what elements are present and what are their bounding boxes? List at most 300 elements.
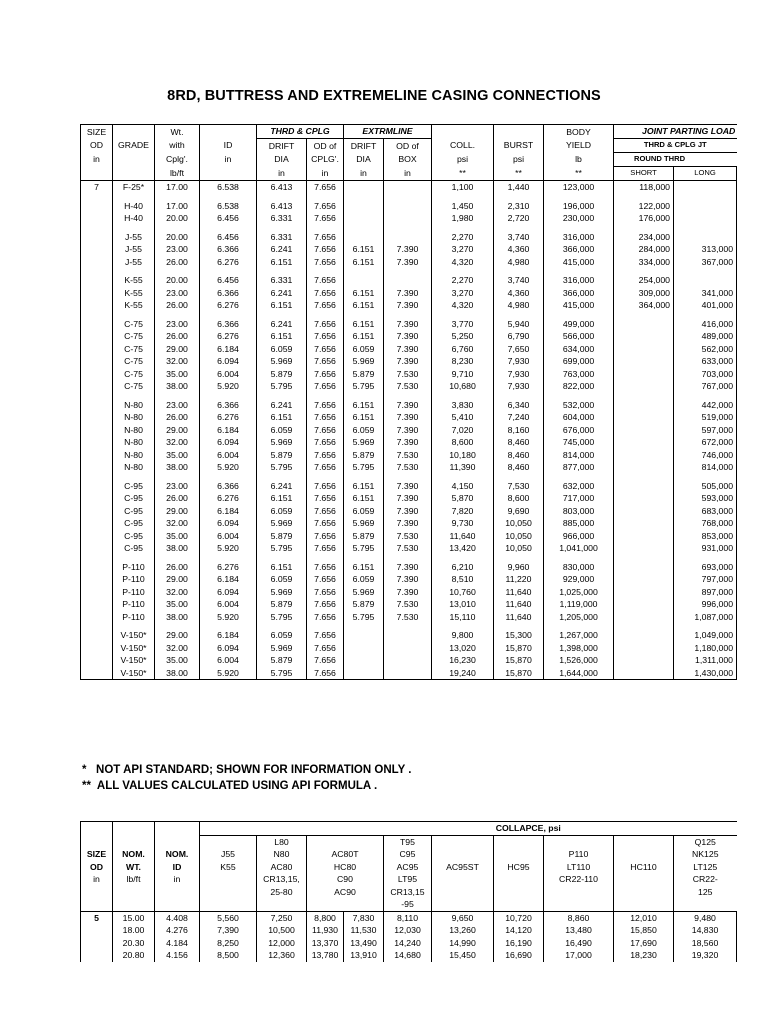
table-cell: 7.656 — [307, 611, 344, 624]
table-cell: 7.390 — [384, 256, 432, 269]
table-row — [81, 424, 737, 437]
table-cell: 7.390 — [384, 343, 432, 356]
header-drift: DRIFT — [257, 139, 307, 153]
table-cell: 4,360 — [494, 287, 544, 300]
table-cell: 6.094 — [200, 436, 257, 449]
table-cell: 6.331 — [257, 212, 307, 225]
table-cell: 20.00 — [155, 274, 200, 287]
table-cell: J-55 — [113, 256, 155, 269]
table-cell: 6.151 — [257, 561, 307, 574]
table-cell: 6.366 — [200, 480, 257, 493]
table-cell: 14,990 — [432, 937, 494, 950]
table-row — [81, 287, 737, 300]
table-cell: C-75 — [113, 318, 155, 331]
table-cell: 877,000 — [544, 461, 614, 474]
table-cell: 26.00 — [155, 256, 200, 269]
table-cell: 23.00 — [155, 243, 200, 256]
table-cell: 6.276 — [200, 411, 257, 424]
table-cell: K-55 — [113, 287, 155, 300]
table-cell: 5.795 — [257, 380, 307, 393]
footnote-not-api: * NOT API STANDARD; SHOWN FOR INFORMATION ONLY . — [82, 764, 412, 776]
table-cell: P-110 — [113, 561, 155, 574]
table-cell — [614, 492, 674, 505]
table-cell: 604,000 — [544, 411, 614, 424]
t2-header-nom-id: NOM. — [155, 848, 200, 861]
table-cell: 7,390 — [200, 924, 257, 937]
table-cell: 7.656 — [307, 642, 344, 655]
table-cell: 230,000 — [544, 212, 614, 225]
table-cell: 8,510 — [432, 573, 494, 586]
table-cell: 7,530 — [494, 480, 544, 493]
table-cell: 7.656 — [307, 368, 344, 381]
header-extrmline: EXTRMLINE — [344, 125, 432, 139]
table-cell: 7.656 — [307, 517, 344, 530]
table-cell: 6.151 — [257, 299, 307, 312]
table-cell: P-110 — [113, 573, 155, 586]
table-cell: 6.059 — [344, 505, 384, 518]
table-row — [81, 654, 737, 667]
table-cell: 885,000 — [544, 517, 614, 530]
table-cell: 7.530 — [384, 530, 432, 543]
table-cell: K-55 — [113, 299, 155, 312]
table-cell: 316,000 — [544, 274, 614, 287]
table-cell: 20.00 — [155, 231, 200, 244]
table-cell: 6.184 — [200, 505, 257, 518]
table-row — [81, 330, 737, 343]
table-cell: 597,000 — [674, 424, 737, 437]
header-joint-parting: JOINT PARTING LOAD — [614, 125, 737, 139]
table-cell: 5.879 — [344, 368, 384, 381]
table-cell: 6.004 — [200, 530, 257, 543]
table-cell: 763,000 — [544, 368, 614, 381]
table-cell: 12,360 — [257, 949, 307, 962]
table-cell — [674, 231, 737, 244]
table-cell: 6.413 — [257, 200, 307, 213]
table-cell: 309,000 — [614, 287, 674, 300]
table-cell: 16,690 — [494, 949, 544, 962]
table-row — [81, 598, 737, 611]
table-cell: 26.00 — [155, 492, 200, 505]
table-cell: 8,800 — [307, 911, 344, 924]
table-cell: 7.656 — [307, 561, 344, 574]
table-cell — [614, 399, 674, 412]
table-cell: 11,640 — [432, 530, 494, 543]
table-cell: 7.656 — [307, 287, 344, 300]
table-row — [81, 318, 737, 331]
table-cell: 14,240 — [384, 937, 432, 950]
table-cell: 1,430,000 — [674, 667, 737, 680]
table-cell: 632,000 — [544, 480, 614, 493]
table-cell: 7.656 — [307, 330, 344, 343]
header-long: LONG — [674, 167, 737, 181]
table-cell: 1,440 — [494, 181, 544, 194]
table-cell: 18,560 — [674, 937, 737, 950]
table-cell — [344, 200, 384, 213]
table-cell: 15,870 — [494, 654, 544, 667]
table-cell: 562,000 — [674, 343, 737, 356]
table-cell: 8,860 — [544, 911, 614, 924]
table-cell: 803,000 — [544, 505, 614, 518]
table-cell: 6.366 — [200, 287, 257, 300]
table-cell: 1,644,000 — [544, 667, 614, 680]
table-cell: 499,000 — [544, 318, 614, 331]
table-cell: 442,000 — [674, 399, 737, 412]
table-cell: 6.151 — [257, 256, 307, 269]
table-cell: 366,000 — [544, 243, 614, 256]
table-row — [81, 611, 737, 624]
table-cell: 5.795 — [257, 542, 307, 555]
table-cell — [344, 654, 384, 667]
table-cell — [344, 667, 384, 680]
t2-header-j55: J55 — [200, 848, 257, 861]
table-cell — [614, 343, 674, 356]
table-cell: 7.530 — [384, 611, 432, 624]
table-cell: 6.059 — [257, 573, 307, 586]
table-cell: 5.969 — [257, 436, 307, 449]
table-cell: 15,300 — [494, 629, 544, 642]
table-cell: 16,190 — [494, 937, 544, 950]
table-cell: 5.879 — [344, 598, 384, 611]
table-cell: 20.30 — [113, 937, 155, 950]
header-burst: BURST — [494, 139, 544, 153]
table-cell: 1,025,000 — [544, 586, 614, 599]
table-cell — [384, 231, 432, 244]
table-cell: 7.656 — [307, 299, 344, 312]
table-cell: 11,930 — [307, 924, 344, 937]
table-cell — [614, 480, 674, 493]
table-cell: 35.00 — [155, 654, 200, 667]
table-cell: 7.656 — [307, 274, 344, 287]
table-cell: 7.656 — [307, 318, 344, 331]
table-cell: 7,240 — [494, 411, 544, 424]
table-cell: J-55 — [113, 243, 155, 256]
table-row — [81, 181, 737, 194]
table-row — [81, 924, 737, 937]
table-cell: 6.004 — [200, 654, 257, 667]
table-cell: 7.390 — [384, 424, 432, 437]
table-cell: 6.059 — [257, 343, 307, 356]
table-cell: 6.151 — [344, 399, 384, 412]
table-cell: 13,010 — [432, 598, 494, 611]
table-row — [81, 911, 737, 924]
table-cell: 1,450 — [432, 200, 494, 213]
table-cell: 814,000 — [544, 449, 614, 462]
header-thrd-cplg-jt: THRD & CPLG JT — [614, 139, 737, 153]
table-cell: 7.530 — [384, 461, 432, 474]
table-row — [81, 343, 737, 356]
table-cell: V-150* — [113, 654, 155, 667]
table-cell: 9,480 — [674, 911, 737, 924]
table-cell: 15,110 — [432, 611, 494, 624]
table-cell: 7.390 — [384, 573, 432, 586]
table-cell: 5.879 — [257, 368, 307, 381]
table-cell: 7,020 — [432, 424, 494, 437]
table-cell: 5.969 — [257, 586, 307, 599]
table-cell: 853,000 — [674, 530, 737, 543]
table-row — [81, 542, 737, 555]
table-cell: 11,530 — [344, 924, 384, 937]
table-cell: 6.413 — [257, 181, 307, 194]
table-cell: 6.331 — [257, 274, 307, 287]
table-cell: 3,270 — [432, 243, 494, 256]
table-cell: 931,000 — [674, 542, 737, 555]
table-cell: 7.390 — [384, 355, 432, 368]
table-cell: 7.390 — [384, 299, 432, 312]
table-cell: 7,250 — [257, 911, 307, 924]
table-cell: 15,450 — [432, 949, 494, 962]
table-row — [81, 937, 737, 950]
table-cell: 23.00 — [155, 399, 200, 412]
table-cell: 519,000 — [674, 411, 737, 424]
table-cell: 5.920 — [200, 667, 257, 680]
table-cell: 6.094 — [200, 586, 257, 599]
table-cell: 767,000 — [674, 380, 737, 393]
table-cell: N-80 — [113, 411, 155, 424]
table-cell: N-80 — [113, 399, 155, 412]
table-cell — [344, 212, 384, 225]
table-cell: 13,910 — [344, 949, 384, 962]
table-cell: 2,720 — [494, 212, 544, 225]
table-cell: 1,205,000 — [544, 611, 614, 624]
table-cell — [384, 642, 432, 655]
table-cell: 1,311,000 — [674, 654, 737, 667]
table-cell: 7.656 — [307, 181, 344, 194]
table-cell: 7.656 — [307, 629, 344, 642]
table-cell: 6.059 — [344, 343, 384, 356]
table-cell: 5.795 — [344, 461, 384, 474]
header-wt: Wt. — [155, 125, 200, 139]
table-cell: N-80 — [113, 436, 155, 449]
table-cell: 122,000 — [614, 200, 674, 213]
table-cell — [614, 542, 674, 555]
size-value: 7 — [81, 181, 113, 194]
table-cell: 366,000 — [544, 287, 614, 300]
table-cell — [384, 181, 432, 194]
table-cell — [384, 667, 432, 680]
table-cell: 4,980 — [494, 299, 544, 312]
table-cell — [614, 598, 674, 611]
table-cell: 6.151 — [257, 411, 307, 424]
table-cell: P-110 — [113, 611, 155, 624]
table-cell: P-110 — [113, 598, 155, 611]
table-cell: 7.656 — [307, 436, 344, 449]
table-cell: 6.151 — [344, 330, 384, 343]
table-cell: 797,000 — [674, 573, 737, 586]
table-cell: 20.00 — [155, 212, 200, 225]
table-cell: 8,160 — [494, 424, 544, 437]
table-cell: 8,500 — [200, 949, 257, 962]
t2-header-nom-wt: NOM. — [113, 848, 155, 861]
table-cell: 10,050 — [494, 542, 544, 555]
table-cell — [614, 424, 674, 437]
table-cell: 5.920 — [200, 461, 257, 474]
table-cell — [614, 517, 674, 530]
table-cell: 6.276 — [200, 330, 257, 343]
table-cell: V-150* — [113, 629, 155, 642]
table-cell: 1,100 — [432, 181, 494, 194]
table-cell: 6.151 — [344, 480, 384, 493]
header-short: SHORT — [614, 167, 674, 181]
table-cell: C-95 — [113, 480, 155, 493]
table-cell — [344, 629, 384, 642]
header-drift-ext: DRIFT — [344, 139, 384, 153]
table-cell: 10,050 — [494, 530, 544, 543]
table-cell: 29.00 — [155, 424, 200, 437]
table-cell: 6.241 — [257, 243, 307, 256]
table-cell: 7.390 — [384, 586, 432, 599]
table-cell: 7.390 — [384, 318, 432, 331]
table-cell: 10,680 — [432, 380, 494, 393]
table-cell: 38.00 — [155, 667, 200, 680]
table-cell: C-95 — [113, 542, 155, 555]
header-grade: GRADE — [113, 139, 155, 153]
table-cell: 401,000 — [674, 299, 737, 312]
table-cell: 17.00 — [155, 181, 200, 194]
table-row — [81, 449, 737, 462]
table-cell: C-75 — [113, 330, 155, 343]
header-coll: COLL. — [432, 139, 494, 153]
table-cell: 313,000 — [674, 243, 737, 256]
table-cell: 12,010 — [614, 911, 674, 924]
table-cell: 5.795 — [344, 611, 384, 624]
table-cell: 26.00 — [155, 330, 200, 343]
table-row — [81, 642, 737, 655]
table-cell: 6.276 — [200, 299, 257, 312]
table-cell — [614, 611, 674, 624]
table-cell: 6.059 — [257, 424, 307, 437]
table-cell: 13,260 — [432, 924, 494, 937]
table-row — [81, 492, 737, 505]
table-cell: 12,000 — [257, 937, 307, 950]
table-cell: 9,730 — [432, 517, 494, 530]
table-row — [81, 299, 737, 312]
table-cell: 14,120 — [494, 924, 544, 937]
table-cell: 5.969 — [257, 517, 307, 530]
table-cell — [344, 642, 384, 655]
table-cell: 7.656 — [307, 598, 344, 611]
table-cell: 6.059 — [344, 424, 384, 437]
table-cell: 9,800 — [432, 629, 494, 642]
table-cell: 814,000 — [674, 461, 737, 474]
table-cell: 7.656 — [307, 399, 344, 412]
table-cell: 5,410 — [432, 411, 494, 424]
table-cell — [384, 200, 432, 213]
table-cell — [614, 530, 674, 543]
table-cell: 8,110 — [384, 911, 432, 924]
table-cell: 6.094 — [200, 355, 257, 368]
table-cell: 7.390 — [384, 492, 432, 505]
table-cell: 6.456 — [200, 212, 257, 225]
table-cell: 6.241 — [257, 318, 307, 331]
header-size: SIZE — [81, 125, 113, 139]
table-cell: 11,640 — [494, 586, 544, 599]
table-cell — [384, 654, 432, 667]
table-cell: 5.795 — [344, 542, 384, 555]
table-cell: 254,000 — [614, 274, 674, 287]
table-cell: 7.656 — [307, 256, 344, 269]
table-row — [81, 274, 737, 287]
table-cell — [344, 181, 384, 194]
table-cell: 5.969 — [344, 517, 384, 530]
table-cell: 5.795 — [257, 611, 307, 624]
table-cell: 29.00 — [155, 505, 200, 518]
table-cell: 3,830 — [432, 399, 494, 412]
table-cell: 7.656 — [307, 200, 344, 213]
table-cell: 38.00 — [155, 461, 200, 474]
table-cell: 4,360 — [494, 243, 544, 256]
table-cell: 822,000 — [544, 380, 614, 393]
table-cell: 6.094 — [200, 642, 257, 655]
table-cell: 7.390 — [384, 411, 432, 424]
table-cell: 6.151 — [344, 318, 384, 331]
table-cell: 5.969 — [344, 355, 384, 368]
table-cell: 13,480 — [544, 924, 614, 937]
table-cell: 6.538 — [200, 181, 257, 194]
table-cell: 7,930 — [494, 380, 544, 393]
table-cell: 5.879 — [257, 449, 307, 462]
table-cell: 10,500 — [257, 924, 307, 937]
table-cell: 7.390 — [384, 436, 432, 449]
table-cell: 416,000 — [674, 318, 737, 331]
table-cell: 7.530 — [384, 368, 432, 381]
table-cell: 7.390 — [384, 287, 432, 300]
table-cell: 6.151 — [344, 256, 384, 269]
table-cell: 5.795 — [257, 667, 307, 680]
table-cell — [614, 654, 674, 667]
table-cell: 10,050 — [494, 517, 544, 530]
table-cell: 6.151 — [344, 411, 384, 424]
table-cell: H-40 — [113, 212, 155, 225]
table-cell — [614, 368, 674, 381]
table-cell: 6.331 — [257, 231, 307, 244]
table-cell: 4.276 — [155, 924, 200, 937]
t2-header-hc110: HC110 — [614, 861, 674, 874]
table-cell: 717,000 — [544, 492, 614, 505]
table-cell: 23.00 — [155, 287, 200, 300]
table-cell: N-80 — [113, 449, 155, 462]
table-cell: 5.795 — [257, 461, 307, 474]
table-cell: J-55 — [113, 231, 155, 244]
table-row — [81, 411, 737, 424]
table-row — [81, 517, 737, 530]
header-body: BODY — [544, 125, 614, 139]
table-cell: 3,270 — [432, 287, 494, 300]
table-row — [81, 256, 737, 269]
t2-header-hc95: HC95 — [494, 861, 544, 874]
table-cell: 7.656 — [307, 667, 344, 680]
table-cell: 6,340 — [494, 399, 544, 412]
footnotes — [82, 762, 411, 794]
table-cell: 15,870 — [494, 667, 544, 680]
table-cell: 2,310 — [494, 200, 544, 213]
table-cell: 6.004 — [200, 598, 257, 611]
table-cell — [614, 642, 674, 655]
table-cell: 7.390 — [384, 517, 432, 530]
table-cell: 35.00 — [155, 368, 200, 381]
table-cell: 532,000 — [544, 399, 614, 412]
table-cell: 38.00 — [155, 380, 200, 393]
table-cell: 6,790 — [494, 330, 544, 343]
table-cell: 7.530 — [384, 380, 432, 393]
table-cell: 633,000 — [674, 355, 737, 368]
table-cell: 23.00 — [155, 480, 200, 493]
table-cell: 996,000 — [674, 598, 737, 611]
table-cell: 1,119,000 — [544, 598, 614, 611]
table-cell: 703,000 — [674, 368, 737, 381]
table-cell — [674, 181, 737, 194]
table-row — [81, 368, 737, 381]
table-cell: 8,250 — [200, 937, 257, 950]
